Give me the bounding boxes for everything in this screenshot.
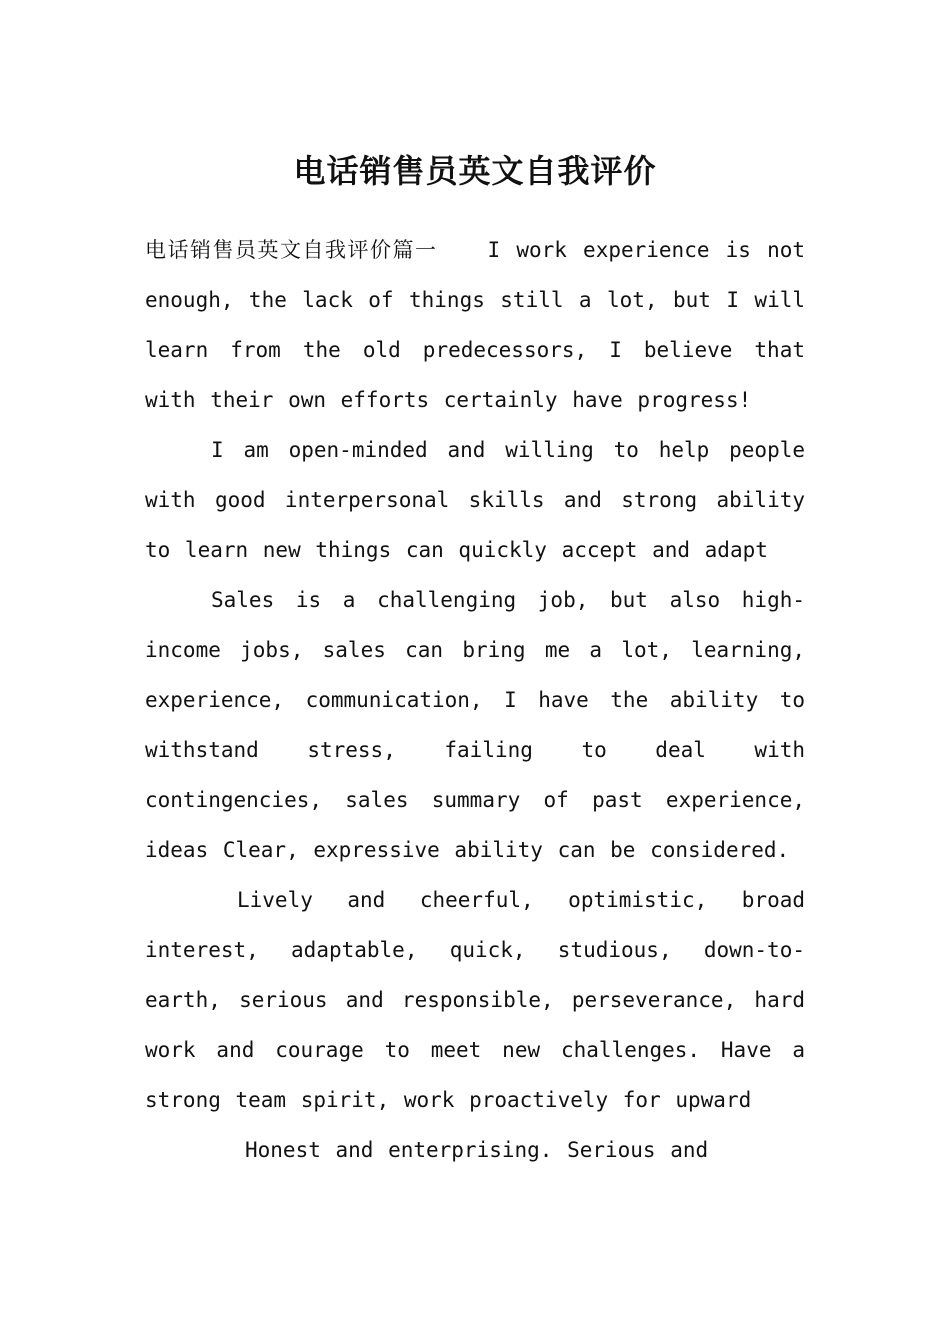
paragraph-5: Honest and enterprising. Serious and [245, 1138, 709, 1162]
page-title: 电话销售员英文自我评价 [293, 152, 657, 191]
paragraph-1-text: I work experience is not enough, the lack of things still a lot, but I will learn from the old predecessors, I believe that with their own efforts certainly have progress! [145, 238, 805, 412]
document-body [145, 225, 805, 1175]
paragraph-4: Lively and cheerful, optimistic, broad interest, adaptable, quick, studious, down-to-earth, serious and responsible, perseverance, hard work and courage to meet new challenges. Have a strong team spirit, work proactively for upward [145, 888, 805, 1112]
paragraph-3: Sales is a challenging job, but also high-income jobs, sales can bring me a lot, learning, experience, communication, I have the ability to withstand stress, failing to deal with contingencies, sales summary of past experience, ideas Clear, expressive ability can be considered. [145, 588, 805, 862]
section-heading: 电话销售员英文自我评价篇一 [145, 238, 438, 262]
paragraph-1 [145, 225, 805, 425]
paragraph-2: I am open-minded and willing to help people with good interpersonal skills and strong ability to learn new things can quickly accept and adapt [145, 438, 805, 562]
